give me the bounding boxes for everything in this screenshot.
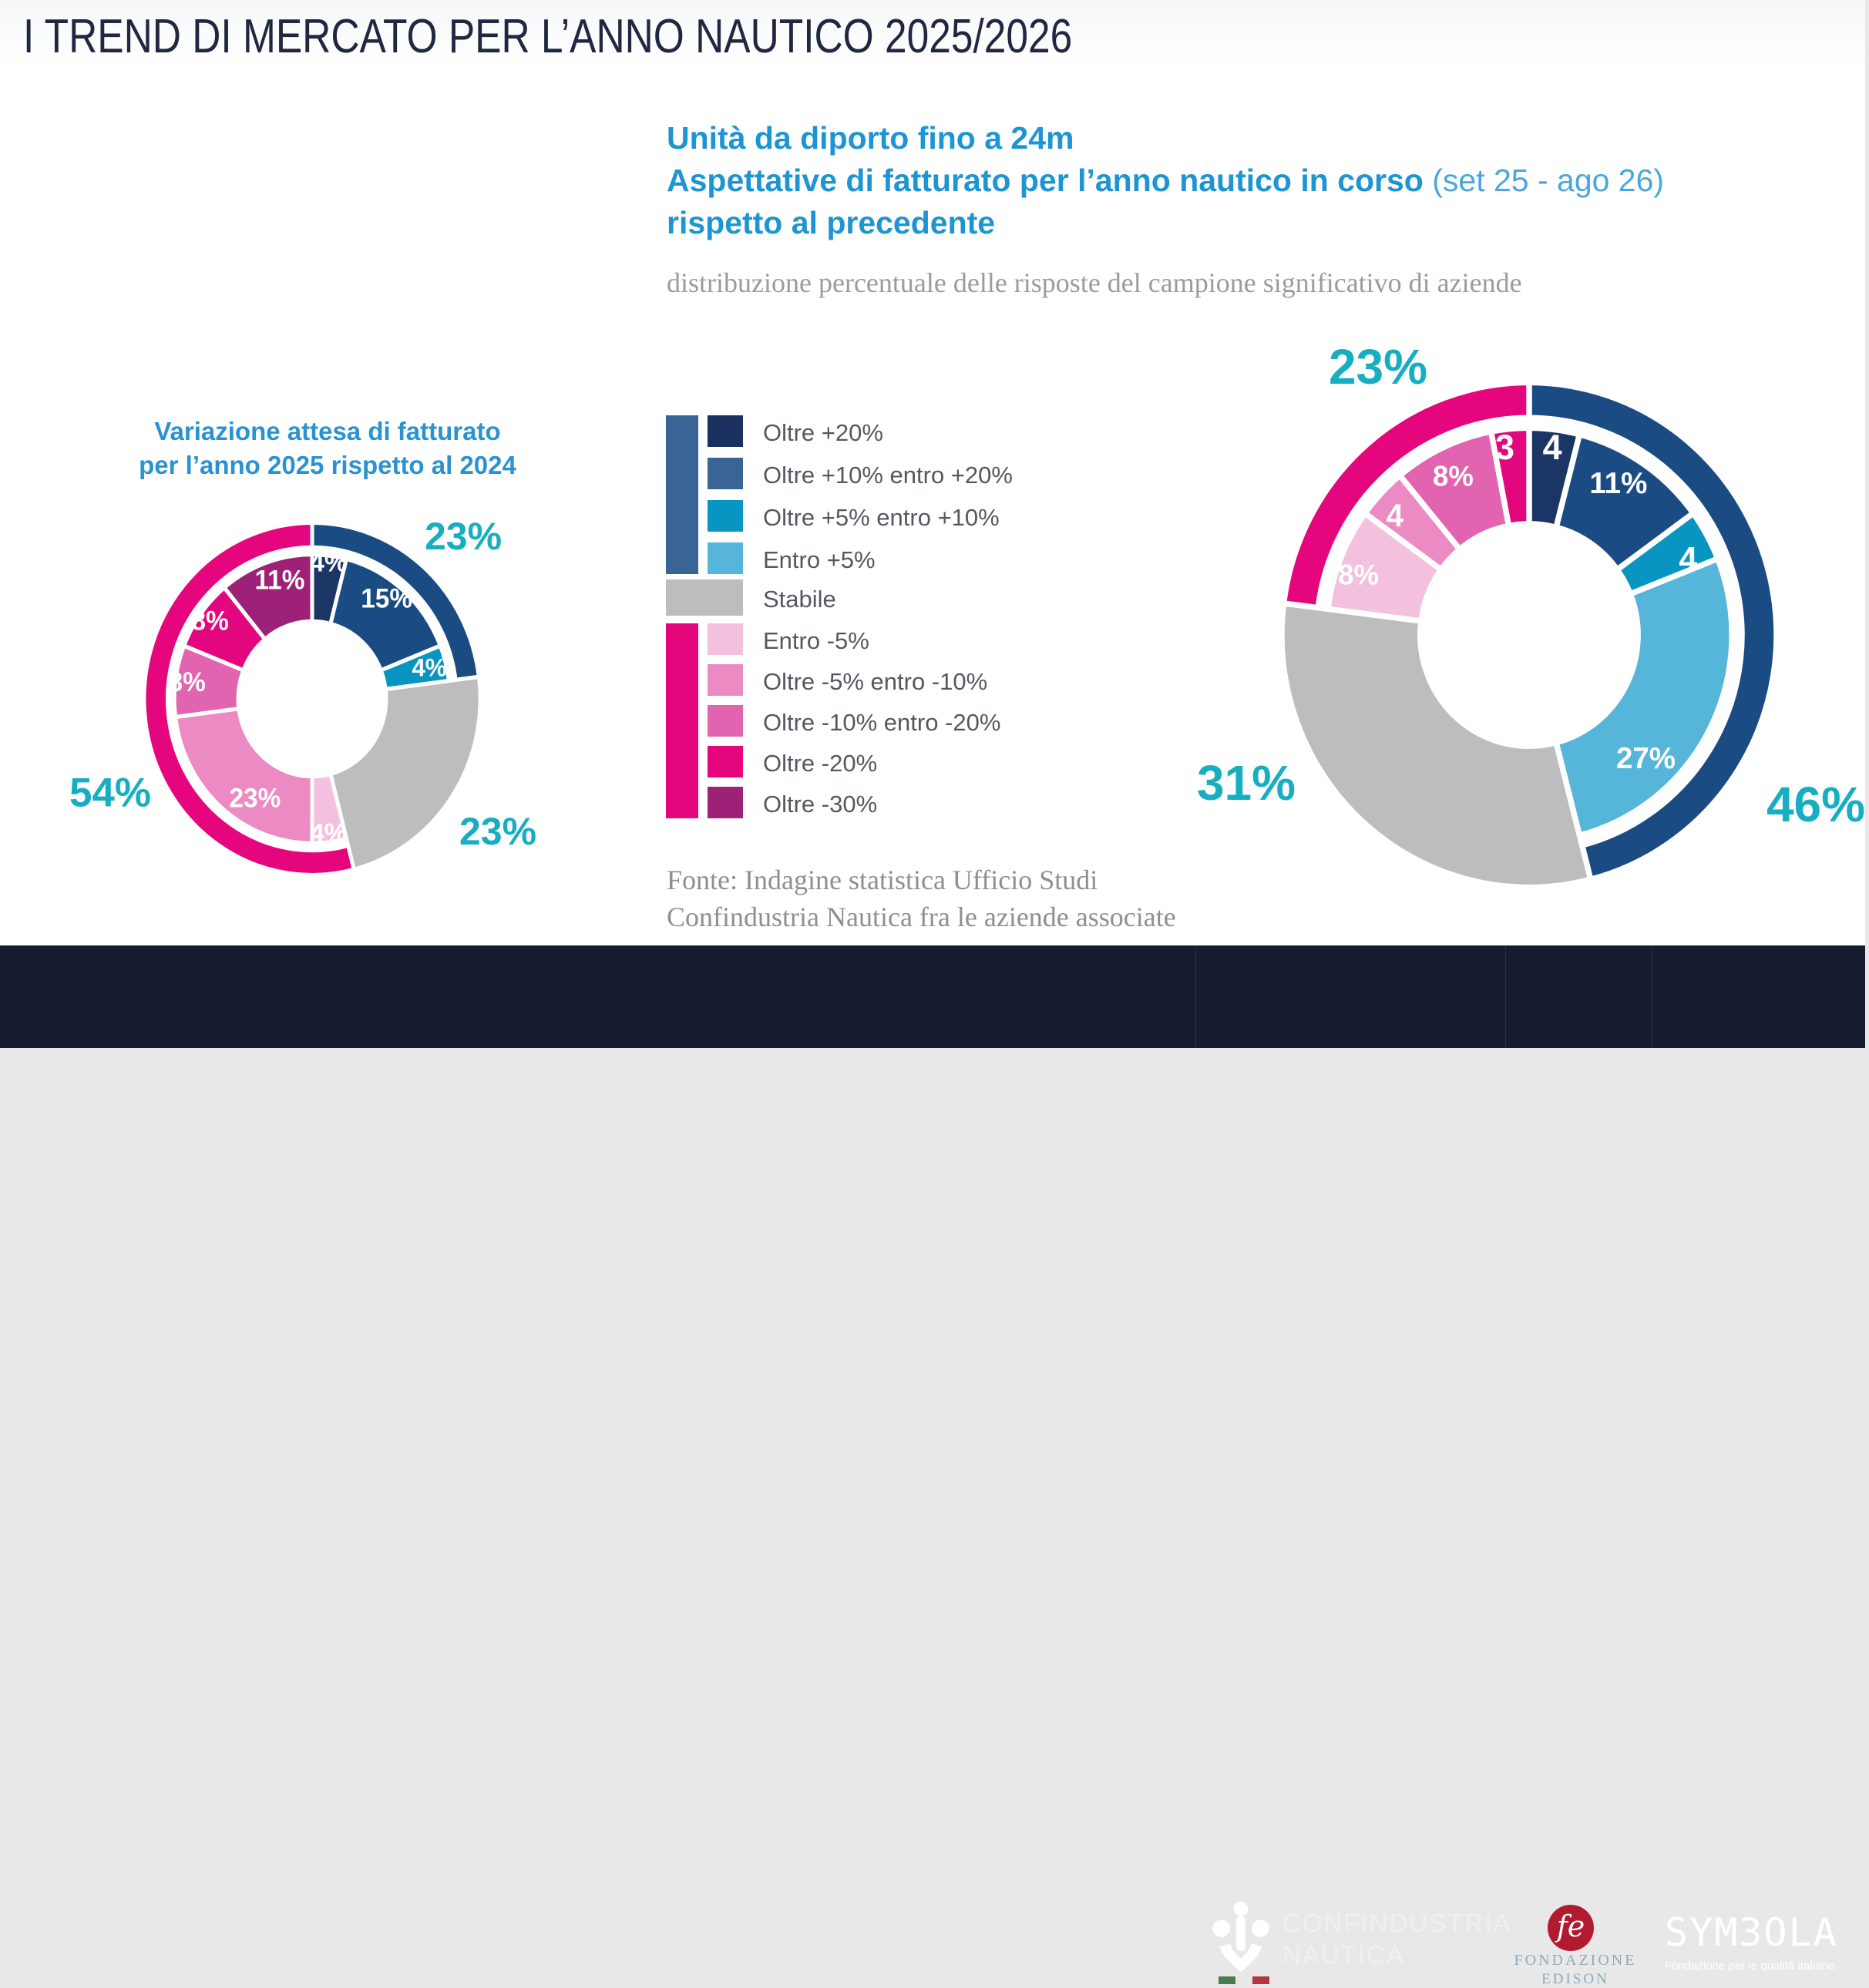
subtitle-line-2 bbox=[667, 160, 1869, 202]
subtitle-note: distribuzione percentuale delle risposte del campione significativo di aziende bbox=[667, 267, 1522, 298]
slice-label: 11% bbox=[1589, 466, 1648, 501]
legend-group-bar-negative bbox=[666, 623, 698, 818]
footer-divider bbox=[1195, 945, 1196, 1048]
italian-flag-icon bbox=[1219, 1976, 1269, 1984]
legend-swatch-7 bbox=[708, 664, 743, 696]
legend-swatch-4 bbox=[708, 542, 743, 574]
flag-green bbox=[1219, 1976, 1235, 1984]
group-total-label: 23% bbox=[1328, 339, 1428, 395]
legend-label-4: Entro +5% bbox=[763, 546, 876, 573]
slice-label: 15% bbox=[361, 583, 412, 614]
source-note bbox=[667, 861, 1360, 935]
fondazione-edison-monogram-icon bbox=[1548, 1905, 1594, 1951]
slice-stabile bbox=[1282, 603, 1591, 888]
legend-swatch-1 bbox=[708, 415, 743, 447]
confindustria-nautica-logo-text bbox=[1282, 1907, 1511, 1970]
legend-label-1: Oltre +20% bbox=[763, 419, 883, 446]
confindustria-line-1: CONFINDUSTRIA bbox=[1282, 1909, 1512, 1937]
flag-white bbox=[1235, 1976, 1252, 1984]
left-chart-title bbox=[92, 415, 563, 482]
slice-label: 8% bbox=[1338, 559, 1379, 591]
legend-label-10: Oltre -30% bbox=[763, 791, 878, 818]
legend-swatch-5 bbox=[666, 579, 743, 616]
flag-red bbox=[1252, 1976, 1269, 1984]
confindustria-line-2: NAUTICA bbox=[1282, 1940, 1405, 1969]
legend-label-7: Oltre -5% entro -10% bbox=[763, 668, 988, 695]
left-chart-title-line-1: Variazione attesa di fatturato bbox=[154, 417, 501, 445]
footer-bar bbox=[0, 945, 1865, 1987]
slice-label: 4% bbox=[310, 547, 348, 578]
symbola-wordmark: SYM3OLA bbox=[1665, 1910, 1838, 1955]
subtitle-line-2-light: (set 25 - ago 26) bbox=[1423, 163, 1665, 198]
slice-label: 8% bbox=[1433, 460, 1474, 492]
slice-label: 4 bbox=[1542, 427, 1562, 468]
slice-label: 27% bbox=[1615, 741, 1676, 775]
slice-label: 8% bbox=[191, 606, 229, 636]
slice-label: 3 bbox=[1495, 427, 1515, 468]
legend-swatch-2 bbox=[708, 458, 743, 489]
subtitle-line-2-bold: Aspettative di fatturato per l’anno nautico in corso bbox=[667, 163, 1424, 198]
subtitle-line-1: Unità da diporto fino a 24m bbox=[667, 120, 1074, 156]
legend-label-3: Oltre +5% entro +10% bbox=[763, 504, 1000, 531]
legend-label-6: Entro -5% bbox=[763, 627, 869, 654]
subtitle-line-3: rispetto al precedente bbox=[667, 205, 996, 240]
edison-line-2: EDISON bbox=[1541, 1971, 1609, 1987]
legend-label-9: Oltre -20% bbox=[763, 750, 878, 777]
fe-monogram-letters: fe bbox=[1556, 1909, 1585, 1943]
page-title: I TREND DI MERCATO PER L’ANNO NAUTICO 2025/2026 bbox=[23, 10, 1073, 63]
fondazione-edison-logo-text bbox=[1508, 1952, 1643, 1988]
footer-divider bbox=[1505, 945, 1506, 1048]
slice-stabile bbox=[331, 677, 480, 869]
legend-label-8: Oltre -10% entro -20% bbox=[763, 709, 1001, 736]
group-total-label: 31% bbox=[1196, 755, 1296, 811]
legend-group-bar-positive bbox=[666, 415, 698, 574]
group-total-label: 23% bbox=[424, 515, 503, 558]
symbola-logo bbox=[1665, 1910, 1850, 1973]
source-line-2: Confindustria Nautica fra le aziende associate bbox=[667, 902, 1176, 932]
group-total-label: 23% bbox=[459, 810, 537, 853]
slice-label: 11% bbox=[254, 565, 305, 596]
legend-swatch-10 bbox=[708, 787, 743, 818]
legend-swatch-3 bbox=[708, 500, 743, 532]
left-chart-title-line-2: per l’anno 2025 rispetto al 2024 bbox=[139, 451, 516, 479]
edison-line-1: FONDAZIONE bbox=[1514, 1952, 1637, 1969]
source-line-1: Fonte: Indagine statistica Ufficio Studi bbox=[667, 865, 1098, 895]
slice-label: 23% bbox=[229, 783, 281, 814]
subtitle-block bbox=[667, 117, 1869, 244]
chart-2025 bbox=[136, 514, 489, 884]
legend-swatch-9 bbox=[708, 746, 743, 777]
anchor-icon bbox=[1212, 1901, 1270, 1973]
slice-label: 4 bbox=[1679, 540, 1698, 578]
group-total-label: 46% bbox=[1766, 777, 1866, 832]
group-total-label: 54% bbox=[69, 770, 152, 816]
slice-label: 4 bbox=[1386, 498, 1403, 534]
slice-label: 4% bbox=[310, 818, 347, 848]
legend-label-5: Stabile bbox=[763, 586, 836, 613]
slice-label: 4% bbox=[412, 653, 447, 682]
chart-2026 bbox=[1269, 370, 1789, 900]
legend-swatch-6 bbox=[708, 623, 743, 655]
slice-label: 8% bbox=[168, 667, 206, 697]
symbola-tagline: Fondazione per le qualità italiane bbox=[1665, 1959, 1835, 1973]
legend-swatch-8 bbox=[708, 705, 743, 737]
legend-label-2: Oltre +10% entro +20% bbox=[763, 462, 1013, 489]
